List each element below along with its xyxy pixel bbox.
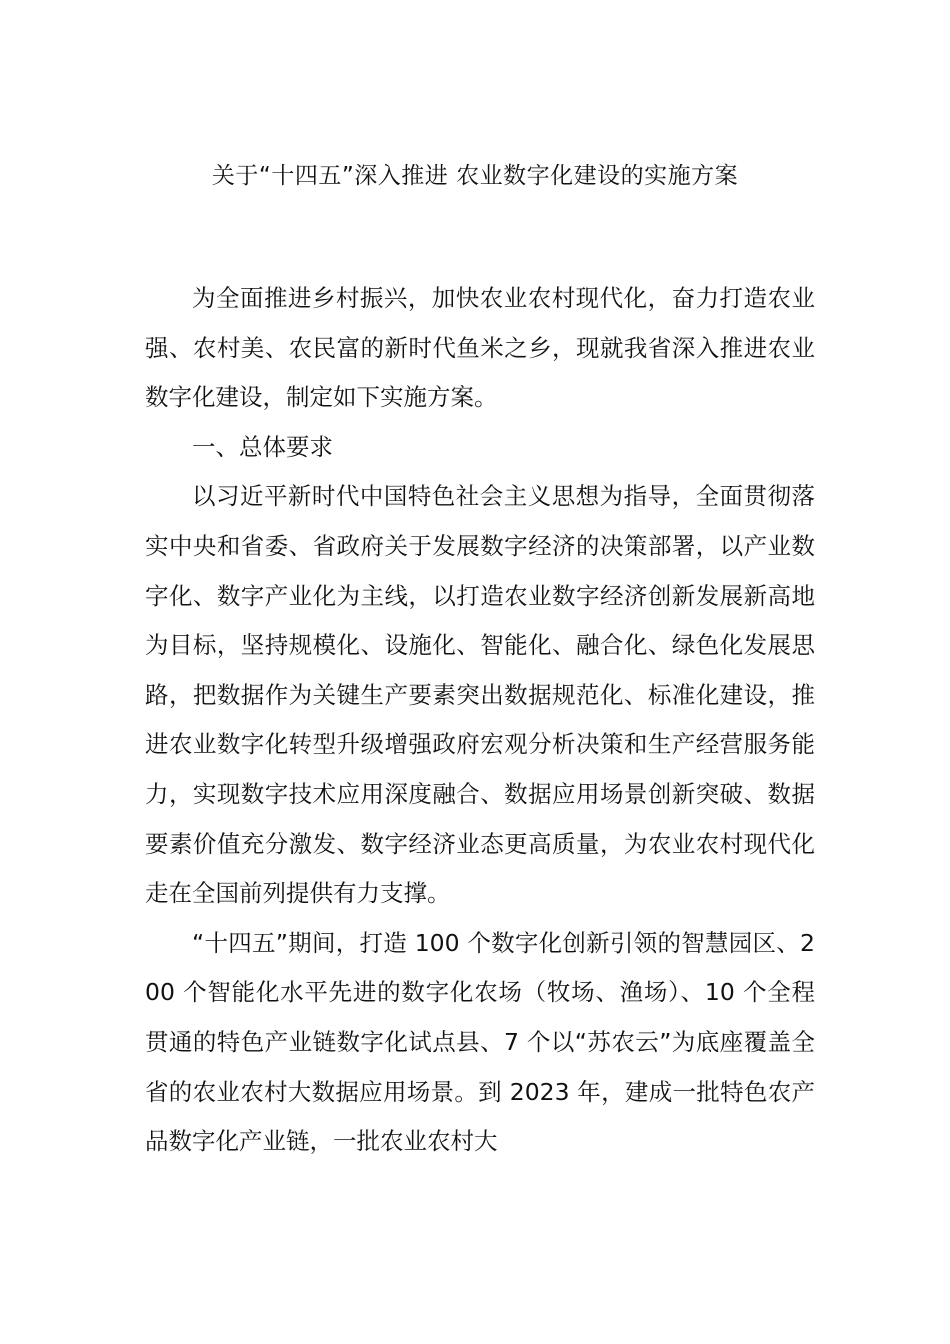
document-title: 关于“十四五”深入推进 农业数字化建设的实施方案 bbox=[211, 163, 739, 189]
document-body bbox=[145, 274, 815, 1167]
paragraph-guidance: 以习近平新时代中国特色社会主义思想为指导，全面贯彻落实中央和省委、省政府关于发展数字经济的决策部署，以产业数字化、数字产业化为主线，以打造农业数字经济创新发展新高地为目标，坚持规模化、设施化、智能化、融合化、绿色化发展思路，把数据作为关键生产要素突出数据规范化、标准化建设，推进农业数字化转型升级增强政府宏观分析决策和生产经营服务能力，实现数字技术应用深度融合、数据应用场景创新突破、数据要素价值充分激发、数字经济业态更高质量，为农业农村现代化走在全国前列提供有力支撑。 bbox=[145, 482, 815, 908]
section-heading: 一、总体要求 bbox=[192, 432, 333, 461]
paragraph-targets: “十四五”期间，打造 100 个数字化创新引领的智慧园区、200 个智能化水平先进的数字化农场（牧场、渔场）、10 个全程贯通的特色产业链数字化试点县、7 个以“苏农云”为底座覆盖全省的农业农村大数据应用场景。到 2023 年，建成一批特色农产品数字化产业链，一批农业农村大 bbox=[145, 928, 815, 1156]
paragraph-intro: 为全面推进乡村振兴，加快农业农村现代化，奋力打造农业强、农村美、农民富的新时代鱼米之乡，现就我省深入推进农业数字化建设，制定如下实施方案。 bbox=[145, 284, 815, 412]
